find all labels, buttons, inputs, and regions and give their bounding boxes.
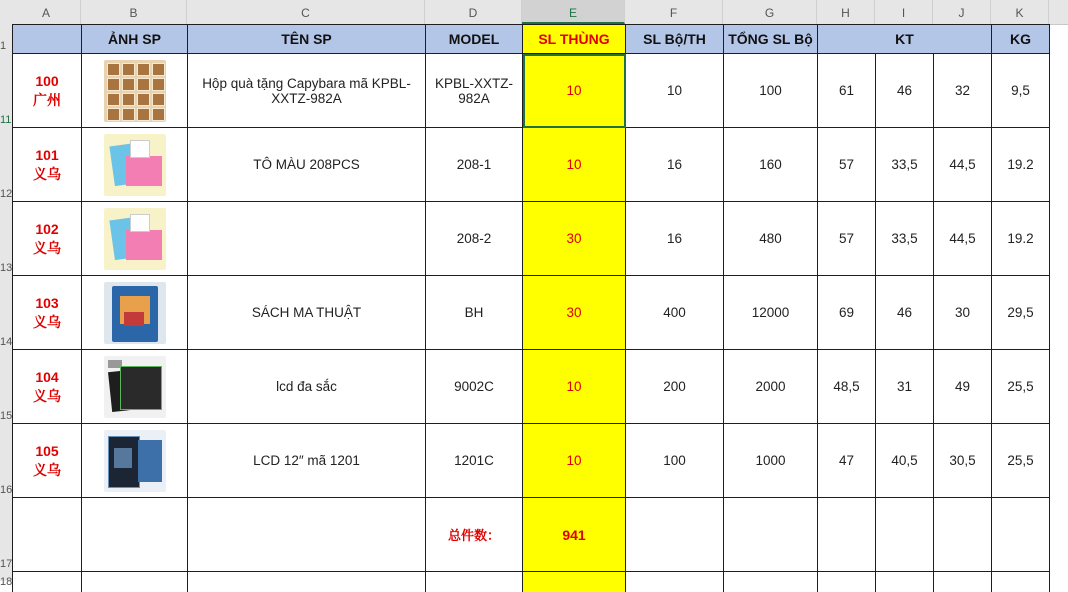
empty-cell[interactable] xyxy=(724,572,818,592)
spreadsheet-grid xyxy=(12,24,1050,592)
cell-tong-sl-bo[interactable]: 160 xyxy=(724,128,818,202)
cell-sl-thung[interactable]: 10 xyxy=(523,54,626,128)
cell-sl-thung[interactable]: 30 xyxy=(523,276,626,350)
cell-sl-bo-th[interactable]: 200 xyxy=(626,350,724,424)
cell-stt[interactable] xyxy=(13,202,82,276)
cell-sl-thung[interactable]: 10 xyxy=(523,350,626,424)
cell-ten-sp[interactable]: TÔ MÀU 208PCS xyxy=(188,128,426,202)
coloring-set-icon xyxy=(104,134,166,196)
header-row xyxy=(13,25,1050,54)
row-header[interactable]: 13 xyxy=(0,262,13,274)
table-row xyxy=(13,350,1050,424)
empty-cell[interactable] xyxy=(992,498,1050,572)
stt-number: 105 xyxy=(35,442,59,459)
cell-sl-bo-th[interactable]: 10 xyxy=(626,54,724,128)
stt-number: 100 xyxy=(35,72,59,89)
cell-kt-width[interactable]: 33,5 xyxy=(876,128,934,202)
empty-cell[interactable] xyxy=(13,572,82,592)
cell-tong-sl-bo[interactable]: 100 xyxy=(724,54,818,128)
cell-kt-height[interactable]: 30,5 xyxy=(934,424,992,498)
cell-model[interactable]: KPBL-XXTZ-982A xyxy=(426,54,523,128)
cell-kt-length[interactable]: 57 xyxy=(818,128,876,202)
row-header[interactable]: 11 xyxy=(0,114,12,126)
column-header-g[interactable]: G xyxy=(723,0,817,24)
header-cell-tong-sl-bo[interactable]: TỔNG SL Bộ xyxy=(724,25,818,54)
cell-kt-length[interactable]: 69 xyxy=(818,276,876,350)
cell-image[interactable] xyxy=(82,128,188,202)
coloring-set-icon xyxy=(104,208,166,270)
row-header[interactable]: 16 xyxy=(0,484,13,496)
empty-cell[interactable] xyxy=(876,572,934,592)
cell-model[interactable]: BH xyxy=(426,276,523,350)
cell-ten-sp[interactable]: SÁCH MA THUẬT xyxy=(188,276,426,350)
stt-location: 义乌 xyxy=(33,387,61,404)
empty-cell[interactable] xyxy=(82,572,188,592)
cell-kt-height[interactable]: 44,5 xyxy=(934,128,992,202)
header-cell-sl-thung[interactable]: SL THÙNG xyxy=(523,25,626,54)
empty-cell[interactable] xyxy=(818,572,876,592)
row-header[interactable]: 17 xyxy=(0,558,13,570)
cell-model[interactable]: 208-1 xyxy=(426,128,523,202)
table-row xyxy=(13,202,1050,276)
cell-stt[interactable] xyxy=(13,424,82,498)
lcd-12-tablet-icon xyxy=(104,430,166,492)
cell-model[interactable]: 208-2 xyxy=(426,202,523,276)
header-cell-kg[interactable]: KG xyxy=(992,25,1050,54)
row-header[interactable]: 15 xyxy=(0,410,13,422)
column-header-c[interactable]: C xyxy=(187,0,425,24)
cell-image[interactable] xyxy=(82,54,188,128)
table-row xyxy=(13,54,1050,128)
cell-tong-sl-bo[interactable]: 2000 xyxy=(724,350,818,424)
cell-kt-width[interactable]: 33,5 xyxy=(876,202,934,276)
cell-sl-bo-th[interactable]: 16 xyxy=(626,128,724,202)
stt-location: 义乌 xyxy=(33,461,61,478)
cell-kt-height[interactable]: 44,5 xyxy=(934,202,992,276)
cell-ten-sp[interactable]: Hộp quà tặng Capybara mã KPBL-XXTZ-982A xyxy=(188,54,426,128)
empty-cell[interactable] xyxy=(188,498,426,572)
cell-kt-height[interactable]: 32 xyxy=(934,54,992,128)
empty-cell[interactable] xyxy=(523,572,626,592)
header-cell-kt[interactable]: KT xyxy=(818,25,992,54)
cell-kt-width[interactable]: 31 xyxy=(876,350,934,424)
cell-ten-sp[interactable]: lcd đa sắc xyxy=(188,350,426,424)
cell-stt[interactable] xyxy=(13,350,82,424)
header-cell-model[interactable]: MODEL xyxy=(426,25,523,54)
row-header[interactable]: 12 xyxy=(0,188,13,200)
column-header-k[interactable]: K xyxy=(991,0,1049,24)
table-row xyxy=(13,276,1050,350)
empty-cell[interactable] xyxy=(426,572,523,592)
cell-kg[interactable]: 29,5 xyxy=(992,276,1050,350)
cell-tong-sl-bo[interactable]: 12000 xyxy=(724,276,818,350)
magic-book-icon xyxy=(104,282,166,344)
header-cell-anh-sp[interactable]: ẢNH SP xyxy=(82,25,188,54)
cell-image[interactable] xyxy=(82,424,188,498)
row-header[interactable]: 14 xyxy=(0,336,13,348)
header-cell-sl-bo-th[interactable]: SL Bộ/TH xyxy=(626,25,724,54)
column-header-bar xyxy=(0,0,1068,25)
column-header-d[interactable]: D xyxy=(425,0,522,24)
empty-cell[interactable] xyxy=(992,572,1050,592)
column-header-f[interactable]: F xyxy=(625,0,723,24)
empty-cell[interactable] xyxy=(626,498,724,572)
cell-kt-height[interactable]: 30 xyxy=(934,276,992,350)
cell-sl-thung[interactable]: 10 xyxy=(523,424,626,498)
cell-model[interactable]: 1201C xyxy=(426,424,523,498)
column-header-j[interactable]: J xyxy=(933,0,991,24)
cell-sl-bo-th[interactable]: 100 xyxy=(626,424,724,498)
empty-cell[interactable] xyxy=(626,572,724,592)
cell-tong-sl-bo[interactable]: 1000 xyxy=(724,424,818,498)
cell-sl-thung[interactable]: 10 xyxy=(523,128,626,202)
cell-image[interactable] xyxy=(82,202,188,276)
cell-stt[interactable] xyxy=(13,54,82,128)
table-row xyxy=(13,424,1050,498)
empty-cell[interactable] xyxy=(876,498,934,572)
cell-kt-length[interactable]: 48,5 xyxy=(818,350,876,424)
empty-cell[interactable] xyxy=(724,498,818,572)
cell-kt-length[interactable]: 61 xyxy=(818,54,876,128)
cell-sl-bo-th[interactable]: 400 xyxy=(626,276,724,350)
cell-kt-height[interactable]: 49 xyxy=(934,350,992,424)
cell-image[interactable] xyxy=(82,276,188,350)
gift-box-icon xyxy=(104,60,166,122)
empty-cell[interactable] xyxy=(934,498,992,572)
empty-cell[interactable] xyxy=(13,498,82,572)
column-header-h[interactable]: H xyxy=(817,0,875,24)
cell-stt[interactable] xyxy=(13,276,82,350)
stt-number: 101 xyxy=(35,146,59,163)
empty-cell[interactable] xyxy=(82,498,188,572)
header-cell-a[interactable] xyxy=(13,25,82,54)
header-cell-ten-sp[interactable]: TÊN SP xyxy=(188,25,426,54)
cell-kg[interactable]: 25,5 xyxy=(992,424,1050,498)
lcd-tablet-icon xyxy=(104,356,166,418)
stt-number: 104 xyxy=(35,368,59,385)
stt-location: 义乌 xyxy=(33,239,61,256)
total-value[interactable]: 941 xyxy=(523,498,626,572)
cell-kt-width[interactable]: 46 xyxy=(876,54,934,128)
cell-kt-width[interactable]: 40,5 xyxy=(876,424,934,498)
column-header-a[interactable]: A xyxy=(12,0,81,24)
total-row xyxy=(13,498,1050,572)
column-header-i[interactable]: I xyxy=(875,0,933,24)
cell-model[interactable]: 9002C xyxy=(426,350,523,424)
cell-kt-width[interactable]: 46 xyxy=(876,276,934,350)
cell-tong-sl-bo[interactable]: 480 xyxy=(724,202,818,276)
stt-location: 义乌 xyxy=(33,165,61,182)
cell-image[interactable] xyxy=(82,350,188,424)
table-row xyxy=(13,128,1050,202)
cell-kg[interactable]: 19.2 xyxy=(992,128,1050,202)
stt-location: 义乌 xyxy=(33,313,61,330)
empty-cell[interactable] xyxy=(188,572,426,592)
cell-kg[interactable]: 19.2 xyxy=(992,202,1050,276)
empty-cell[interactable] xyxy=(934,572,992,592)
row-header[interactable]: 18 xyxy=(0,576,13,588)
cell-kg[interactable]: 25,5 xyxy=(992,350,1050,424)
table-row xyxy=(13,572,1050,592)
column-header-b[interactable]: B xyxy=(81,0,187,24)
column-header-e[interactable]: E xyxy=(522,0,625,24)
cell-ten-sp[interactable] xyxy=(188,202,426,276)
empty-cell[interactable] xyxy=(818,498,876,572)
stt-number: 103 xyxy=(35,294,59,311)
row-header[interactable]: 1 xyxy=(0,40,7,52)
cell-kt-length[interactable]: 57 xyxy=(818,202,876,276)
cell-sl-bo-th[interactable]: 16 xyxy=(626,202,724,276)
cell-sl-thung[interactable]: 30 xyxy=(523,202,626,276)
stt-number: 102 xyxy=(35,220,59,237)
total-label[interactable]: 总件数： xyxy=(426,498,523,572)
cell-kg[interactable]: 9,5 xyxy=(992,54,1050,128)
cell-ten-sp[interactable]: LCD 12″ mã 1201 xyxy=(188,424,426,498)
stt-location: 广州 xyxy=(33,91,61,108)
cell-stt[interactable] xyxy=(13,128,82,202)
cell-kt-length[interactable]: 47 xyxy=(818,424,876,498)
